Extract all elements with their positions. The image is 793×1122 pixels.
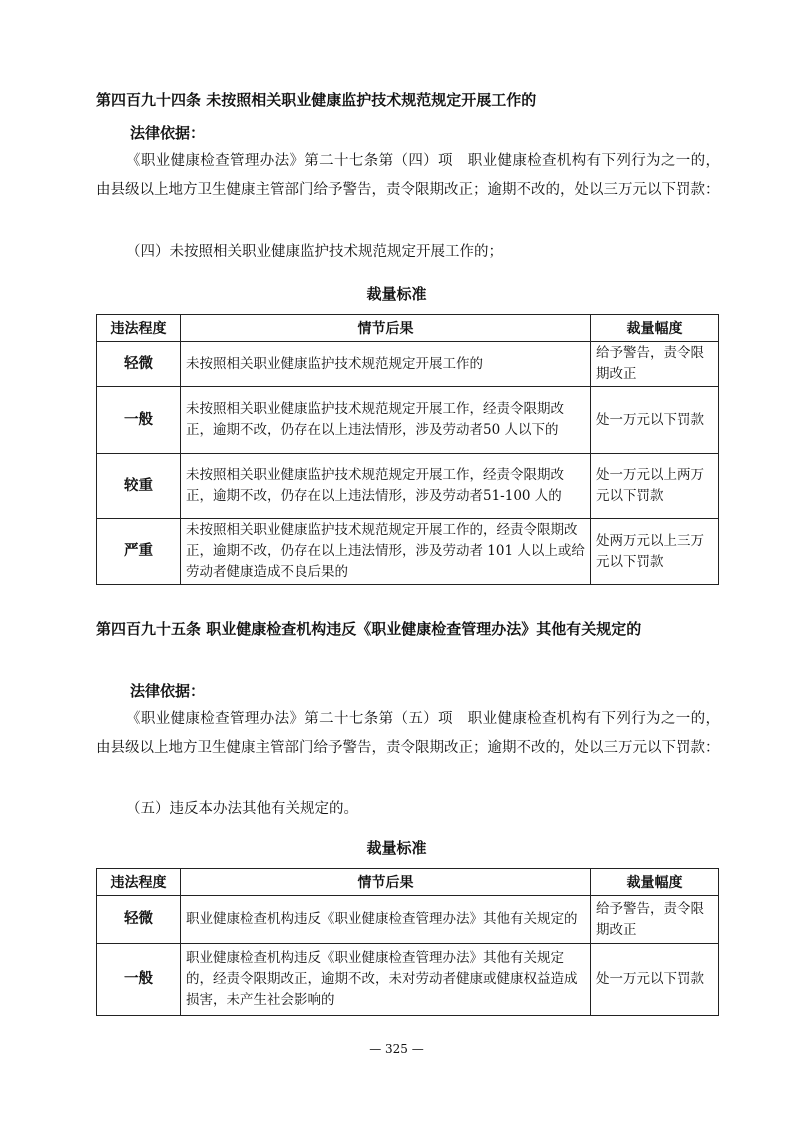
level-cell: 一般 [97, 387, 181, 454]
article-495-item: （五）违反本办法其他有关规定的。 [126, 801, 358, 817]
header-level: 违法程度 [97, 869, 181, 896]
article-495-table [96, 868, 719, 1016]
header-circumstance: 情节后果 [181, 869, 591, 896]
header-range: 裁量幅度 [591, 315, 719, 342]
table-row [97, 342, 719, 387]
article-494-paragraph: 《职业健康检查管理办法》第二十七条第（四）项 职业健康检查机构有下列行为之一的，由县级以上地方卫生健康主管部门给予警告，责令限期改正；逾期不改的，处以三万元以下罚款： [96, 153, 720, 198]
range-cell: 处一万元以下罚款 [591, 944, 719, 1016]
header-range: 裁量幅度 [591, 869, 719, 896]
article-495-title: 第四百九十五条 职业健康检查机构违反《职业健康检查管理办法》其他有关规定的 [96, 620, 642, 638]
circumstance-cell: 职业健康检查机构违反《职业健康检查管理办法》其他有关规定的，经责令限期改正，逾期不改，未对劳动者健康或健康权益造成损害，未产生社会影响的 [181, 944, 591, 1016]
header-level: 违法程度 [97, 315, 181, 342]
header-circumstance: 情节后果 [181, 315, 591, 342]
table-row [97, 454, 719, 519]
article-494-table-caption: 裁量标准 [366, 285, 427, 303]
level-cell: 较重 [97, 454, 181, 519]
range-cell: 处一万元以上两万元以下罚款 [591, 454, 719, 519]
circumstance-cell: 未按照相关职业健康监护技术规范规定开展工作，经责令限期改正，逾期不改，仍存在以上违法情形，涉及劳动者50 人以下的 [181, 387, 591, 454]
article-494-basis-label: 法律依据： [130, 124, 206, 142]
article-495-basis-label: 法律依据： [130, 682, 206, 700]
table-row [97, 387, 719, 454]
circumstance-cell: 未按照相关职业健康监护技术规范规定开展工作，经责令限期改正，逾期不改，仍存在以上违法情形，涉及劳动者51-100 人的 [181, 454, 591, 519]
circumstance-cell: 未按照相关职业健康监护技术规范规定开展工作的 [181, 342, 591, 387]
article-494-item: （四）未按照相关职业健康监护技术规范规定开展工作的； [126, 244, 503, 260]
article-494-title: 第四百九十四条 未按照相关职业健康监护技术规范规定开展工作的 [96, 91, 537, 109]
article-495-table-caption: 裁量标准 [366, 839, 427, 857]
circumstance-cell: 未按照相关职业健康监护技术规范规定开展工作的，经责令限期改正，逾期不改，仍存在以上违法情形，涉及劳动者 101 人以上或给劳动者健康造成不良后果的 [181, 519, 591, 585]
table-row [97, 896, 719, 944]
level-cell: 严重 [97, 519, 181, 585]
table-row [97, 944, 719, 1016]
range-cell: 处一万元以下罚款 [591, 387, 719, 454]
article-494-table [96, 314, 719, 585]
table-header-row [97, 315, 719, 342]
article-495-paragraph: 《职业健康检查管理办法》第二十七条第（五）项 职业健康检查机构有下列行为之一的，由县级以上地方卫生健康主管部门给予警告，责令限期改正；逾期不改的，处以三万元以下罚款： [96, 711, 720, 756]
level-cell: 轻微 [97, 342, 181, 387]
range-cell: 处两万元以上三万元以下罚款 [591, 519, 719, 585]
range-cell: 给予警告，责令限期改正 [591, 342, 719, 387]
table-header-row [97, 869, 719, 896]
level-cell: 轻微 [97, 896, 181, 944]
circumstance-cell: 职业健康检查机构违反《职业健康检查管理办法》其他有关规定的 [181, 896, 591, 944]
level-cell: 一般 [97, 944, 181, 1016]
page-number: — 325 — [369, 1042, 424, 1056]
range-cell: 给予警告，责令限期改正 [591, 896, 719, 944]
table-row [97, 519, 719, 585]
